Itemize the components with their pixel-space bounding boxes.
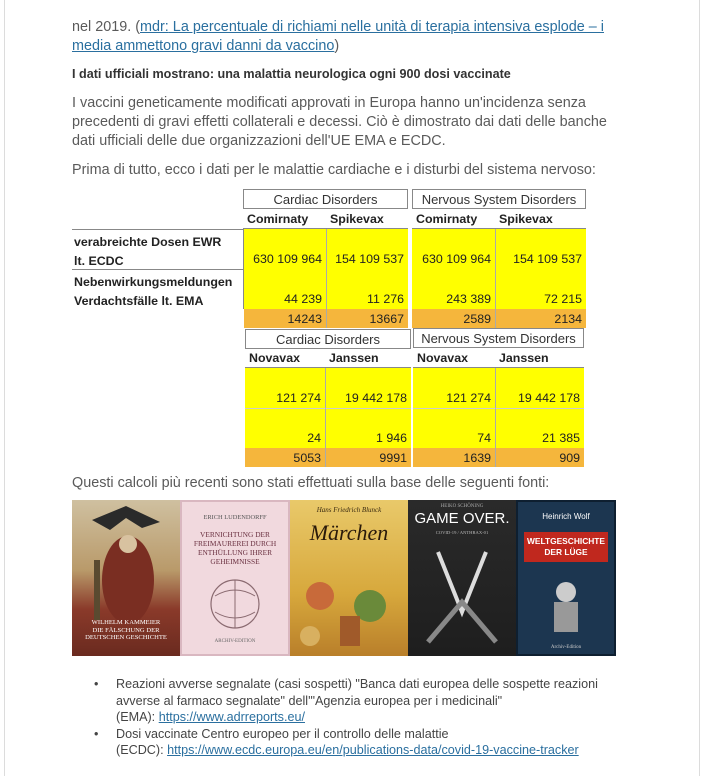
mdr-word: mdr: (140, 19, 169, 35)
book-2-footer: ARCHIV-EDITION (214, 639, 256, 644)
paragraph-1-line: precedenti di gravi effetti collaterali e decessi. Ciò è dimostrato dai dati delle banche (72, 114, 607, 130)
book-3-author: Hans Friedrich Blunck (316, 506, 382, 514)
table-top (72, 189, 586, 328)
table-cell: 19 442 178 (325, 368, 411, 408)
ecdc-link[interactable]: https://www.ecdc.europa.eu/en/publications-data/covid-19-vaccine-tracker (167, 743, 579, 757)
list-item (116, 676, 696, 726)
table-cell: 121 274 (413, 368, 495, 408)
table-cell: 72 215 (495, 269, 586, 309)
intro-paragraph (72, 18, 652, 56)
table-ratio-cell: 5053 (245, 448, 325, 467)
table-bottom-col-novavax: Novavax (245, 349, 325, 368)
intro-suffix: ) (334, 38, 340, 54)
row-label-doses (72, 229, 243, 269)
table-cell: 19 442 178 (495, 368, 584, 408)
table-top-col-comirnaty: Comirnaty (243, 209, 326, 229)
table-cell: 154 109 537 (326, 229, 408, 269)
table-bottom (72, 328, 584, 468)
table-cell: 44 239 (244, 269, 326, 309)
adrreports-link[interactable]: https://www.adrreports.eu/ (158, 710, 305, 724)
table-ratio-cell: 2589 (412, 309, 495, 328)
table-cell: 630 109 964 (412, 229, 495, 269)
article-link-line1: La percentuale di richiami nelle unità di terapia intensiva esplode – i (168, 19, 604, 35)
paragraph-3: Questi calcoli più recenti sono stati effettuati sulla base delle seguenti fonti: (72, 475, 550, 491)
table-ratio-cell: 9991 (325, 448, 411, 467)
page-right-edge (699, 0, 700, 776)
table-top-group-cardiac: Cardiac Disorders (243, 189, 408, 209)
book-4-subtitle: COVID-19 / ANTHRAX-01 (435, 530, 489, 535)
table-ratio-cell: 13667 (326, 309, 408, 328)
book-1-title: WILHELM KAMMEIER DIE FÄLSCHUNG DER DEUTSCHEN GESCHICHTE (85, 619, 167, 642)
table-bottom-col-janssen: Janssen (325, 349, 411, 368)
sources-list (72, 676, 696, 759)
table-ratio-cell: 2134 (495, 309, 586, 328)
list-item-line: • Dosi vaccinate Centro europeo per il controllo delle malattie (116, 726, 449, 741)
table-top-col-spikevax: Spikevax (495, 209, 586, 229)
row-label-doses-line2: lt. ECDC (74, 254, 124, 268)
figure-illustration-icon (518, 570, 614, 640)
table-cell: 121 274 (245, 368, 325, 408)
article-link-continued[interactable]: media ammettono gravi danni da vaccino (72, 38, 335, 54)
book-cover-ludendorff (180, 500, 290, 656)
paragraph-1-line: dati ufficiali delle due organizzazioni dell'UE EMA e ECDC. (72, 133, 446, 149)
book-cover-weltgeschichte (516, 500, 616, 656)
row-label-reports (72, 269, 243, 309)
book-cover-game-over (408, 500, 516, 656)
list-item-line: avverse al farmaco segnalate" dell'"Agenzia europea per i medicinali" (116, 693, 503, 708)
table-ratio-cell: 14243 (244, 309, 326, 328)
table-ratio-cell: 909 (495, 448, 584, 467)
table-cell: 24 (245, 408, 325, 448)
list-item-line: • Reazioni avverse segnalate (casi sospetti) "Banca dati europea delle sospette reazioni (116, 677, 598, 691)
article-link[interactable] (140, 19, 604, 35)
section-heading: I dati ufficiali mostrano: una malattia neurologica ogni 900 dosi vaccinate (72, 67, 511, 81)
book-3-title: Märchen (309, 520, 389, 545)
table-bottom-col-janssen: Janssen (495, 348, 584, 368)
intro-prefix: nel 2019. ( (72, 19, 141, 35)
page-left-edge (4, 0, 5, 776)
book-2-title: VERNICHTUNG DER FREIMAUREREI DURCH ENTHÜLLUNG IHRER GEHEIMNISSE (193, 530, 277, 566)
paragraph-1-line: I vaccini geneticamente modificati approvati in Europa hanno un'incidenza senza (72, 95, 586, 111)
book-5-title: WELTGESCHICHTE DER LÜGE (524, 532, 608, 562)
globe-illustration-icon (182, 574, 288, 634)
row-label-reports-line2: Verdachtsfälle lt. EMA (74, 294, 204, 308)
table-cell: 154 109 537 (495, 229, 586, 269)
table-cell: 630 109 964 (244, 229, 326, 269)
paragraph-1 (72, 94, 652, 151)
table-bottom-col-novavax: Novavax (413, 348, 495, 368)
table-cell: 1 946 (325, 408, 411, 448)
book-4-author: HEIKO SCHÖNING (440, 504, 484, 509)
table-ratio-cell: 1639 (413, 448, 495, 467)
table-bottom-group-nervous: Nervous System Disorders (413, 328, 584, 348)
list-item-line: (EMA): (116, 710, 159, 724)
table-cell: 74 (413, 408, 495, 448)
table-top-group-nervous: Nervous System Disorders (412, 189, 586, 209)
table-top-col-comirnaty: Comirnaty (412, 209, 495, 229)
table-top-col-spikevax: Spikevax (326, 209, 408, 229)
book-cover-kammeier (72, 500, 180, 656)
book-4-title: GAME OVER. (414, 510, 510, 527)
list-item-line: (ECDC): (116, 743, 168, 757)
table-cell: 11 276 (326, 269, 408, 309)
row-label-doses-line1: verabreichte Dosen EWR (74, 235, 222, 249)
row-label-reports-line1: Nebenwirkungsmeldungen (74, 275, 233, 289)
book-5-footer: Archiv-Edition (550, 645, 582, 650)
list-item (116, 726, 696, 759)
table-cell: 243 389 (412, 269, 495, 309)
table-bottom-group-cardiac: Cardiac Disorders (245, 329, 411, 349)
book-cover-blunck (290, 500, 408, 656)
book-5-author: Heinrich Wolf (542, 512, 590, 521)
hand-illustration-icon (408, 542, 516, 652)
book-covers-image (72, 500, 616, 656)
fairytale-illustration-icon (290, 556, 408, 656)
table-cell: 21 385 (495, 408, 584, 448)
paragraph-2: Prima di tutto, ecco i dati per le malattie cardiache e i disturbi del sistema nervoso: (72, 162, 596, 178)
book-2-author: ERICH LUDENDORFF (203, 514, 267, 521)
